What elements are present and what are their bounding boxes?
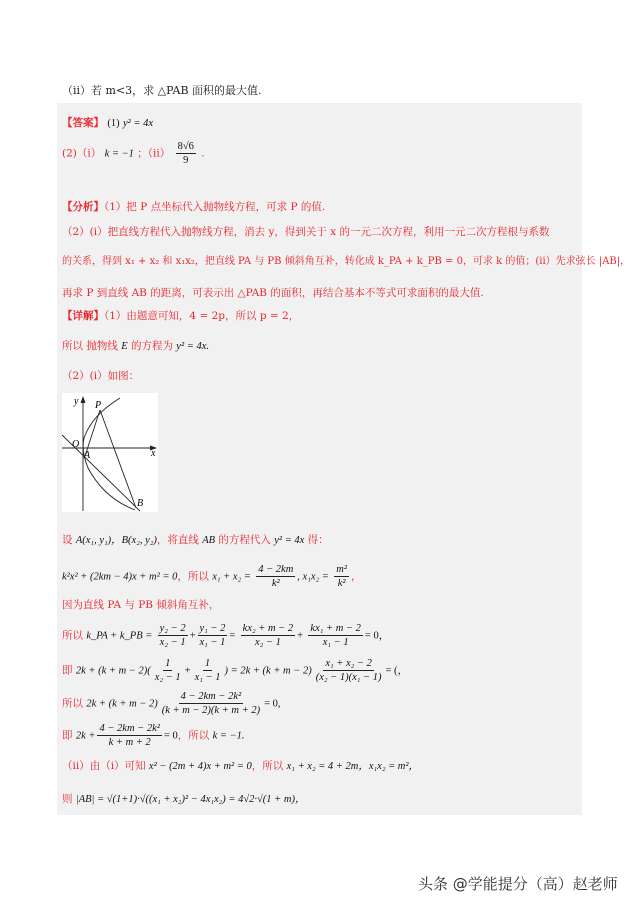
answer-fraction: $\frac{8√6}{9}$ — [177, 141, 194, 166]
detail-line-7: 所以 k_PA + k_PB = $\frac{\text{y₂ − 2}}{\text{x₂ − 1}}$ + $\frac{\text{y₁ − 2}}{\text{x₁ − 1}}$ = $\frac{\text{kx₂ + m − 2}}{\text{x₂ − 1}}$ + $\frac{\text{kx₁ + m − 2}}{\text{x₁ − 1}}$ = 0， — [62, 623, 390, 648]
svg-text:x: x — [151, 448, 156, 459]
answer-line-1: 【答案】 (1) y² = 4x — [62, 117, 153, 129]
answer-line-2: (2)（i） k = −1 ；（ii） $\frac{8√6}{9}$ . — [62, 141, 205, 166]
svg-text:y: y — [74, 396, 79, 407]
watermark: 头条 @学能提分（高）赵老师 — [418, 875, 618, 893]
detail-line-6: 因为直线 PA 与 PB 倾斜角互补， — [62, 599, 220, 611]
analysis-line-4: 再求 P 到直线 AB 的距离，可表示出 △PAB 的面积，再结合基本不等式可求面积的最大值. — [62, 287, 484, 299]
detail-line-11: （ii）由（i）可知 x² − (2m + 4)x + m² = 0，所以 x₁ + x₂ = 4 + 2m，x₁x₂ = m²， — [62, 760, 420, 772]
detail-line-9: 所以 2k + (k + m − 2) $\frac{\text{4 − 2km − 2k²}}{(k + m - 2)(k + m + 2)}$ = 0, — [62, 691, 281, 716]
detail-line-4: 设 A(x₁, y₁)，B(x₂, y₂)，将直线 AB 的方程代入 y² = 4x 得： — [62, 534, 329, 546]
analysis-label: 【分析】 — [62, 201, 104, 213]
svg-text:O: O — [72, 439, 80, 450]
answer-formula-1: y² = 4x — [122, 118, 153, 129]
detail-line-12: 则 |AB| = √(1+1)·√((x₁ + x₂)² − 4x₁x₂) = 4√2·√(1 + m)， — [62, 793, 306, 805]
question-part-ii: （ii）若 m<3，求 △PAB 面积的最大值. — [62, 84, 262, 97]
svg-text:B: B — [137, 498, 144, 509]
svg-text:P: P — [95, 400, 102, 411]
detail-line-5: k²x² + (2km − 4)x + m² = 0，所以 x₁ + x₂ = $\frac{4 - 2km}{\text{k²}}$ , x₁x₂ = $\frac{\text{m²}}{\text{k²}}$ ， — [62, 564, 362, 589]
detail-line-2: 所以 抛物线 E 的方程为 y² = 4x. — [62, 340, 209, 352]
analysis-line-1: 【分析】（1）把 P 点坐标代入抛物线方程，可求 P 的值. — [62, 201, 326, 213]
svg-text:A: A — [84, 450, 91, 461]
analysis-line-2: （2）(i）把直线方程代入抛物线方程，消去 y，得到关于 x 的一元二次方程，利用一元二次方程根与系数 — [62, 226, 550, 238]
parabola-figure — [62, 393, 158, 512]
detail-line-10: 即 2k + $\frac{\text{4 − 2km − 2k²}}{k + m + 2}$ = 0，所以 k = −1. — [62, 723, 245, 748]
analysis-line-3: 的关系，得到 x₁ + x₂ 和 x₁x₂，把直线 PA 与 PB 倾斜角互补，转化成 k_PA + k_PB = 0，可求 k 的值；(ii）先求弦长 |AB|， — [62, 256, 631, 267]
detail-line-8: 即 2k + (k + m − 2)( $\frac{1}{\text{x₂ − 1}}$ + $\frac{1}{\text{x₁ − 1}}$ ) = 2k + (k + m − 2) $\frac{\text{x₁ + x₂ − 2}}{\text{(x₂ − 1)(x₁ − 1)}}$ = (， — [62, 658, 409, 683]
detail-label: 【详解】 — [62, 310, 104, 322]
detail-line-3: （2）(i）如图： — [62, 370, 140, 382]
detail-line-1: 【详解】（1）由题意可知，4 = 2p，所以 p = 2， — [62, 310, 300, 322]
parabola-diagram-icon — [62, 393, 158, 512]
answer-label: 【答案】 — [62, 117, 104, 129]
